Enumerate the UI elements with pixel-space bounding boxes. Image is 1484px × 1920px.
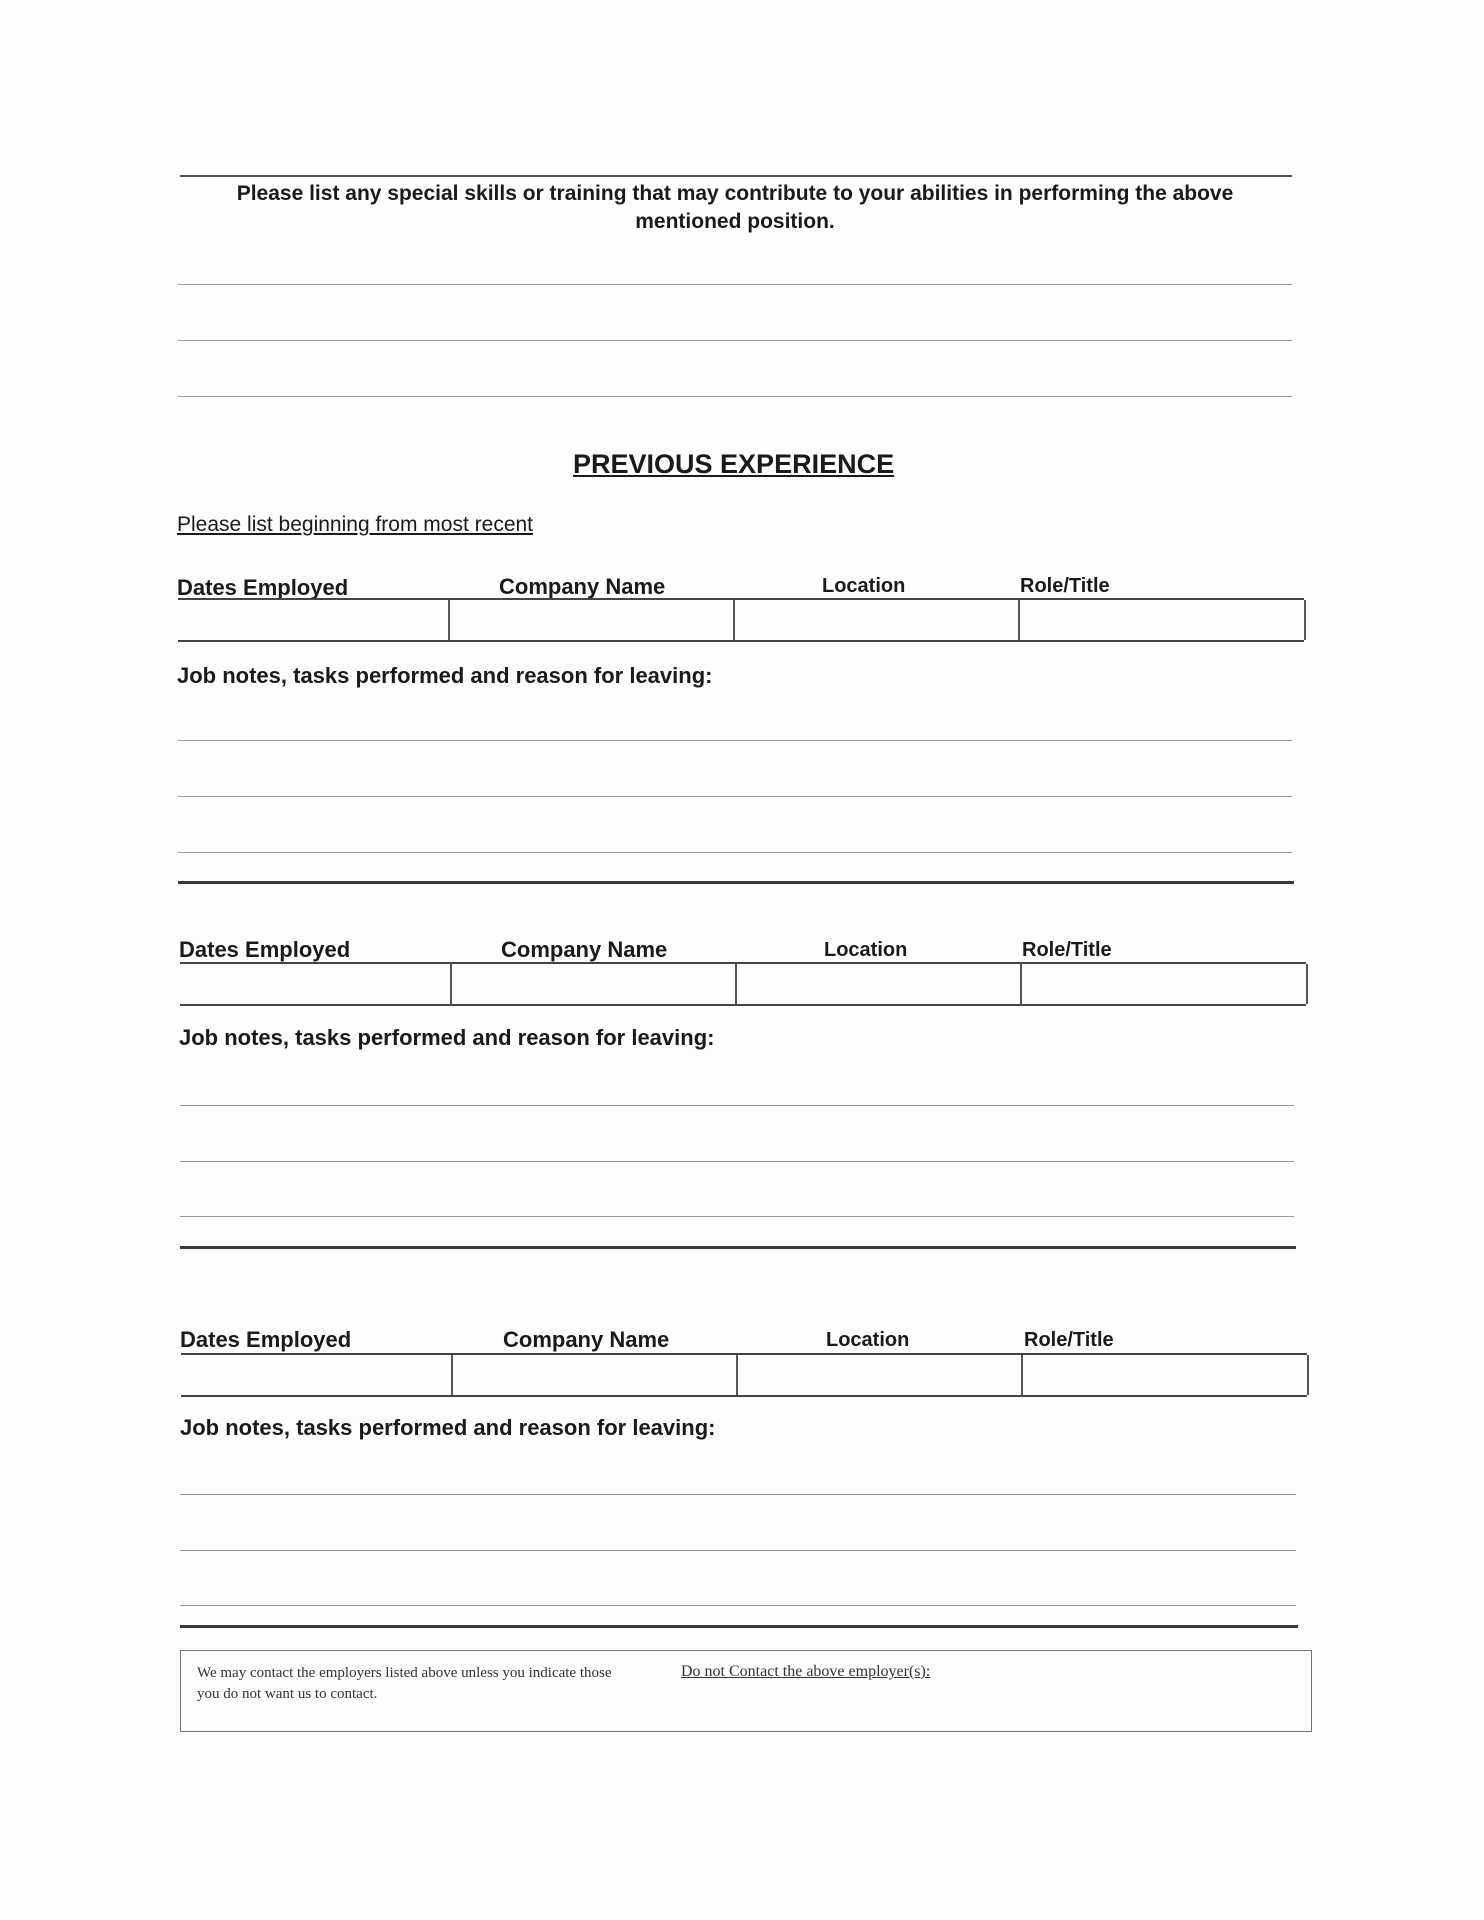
location-field[interactable] [736,1355,1023,1395]
job-notes-line[interactable] [178,740,1292,741]
job-notes-line[interactable] [180,1494,1296,1495]
company-name-field[interactable] [450,964,737,1004]
job-notes-line[interactable] [178,796,1292,797]
job-notes-line[interactable] [180,1605,1296,1606]
job-notes-label: Job notes, tasks performed and reason for leaving: [180,1415,716,1440]
dates-employed-label: Dates Employed [179,937,351,962]
job-notes-line[interactable] [180,1216,1294,1217]
skills-prompt [190,180,1280,236]
skills-answer-line[interactable] [178,340,1292,341]
location-field[interactable] [735,964,1022,1004]
dates-employed-field[interactable] [179,1355,449,1395]
employment-row [180,962,1306,1006]
role-title-label: Role/Title [1020,575,1110,597]
skills-prompt-line-1: Please list any special skills or training that may contribute to your abilities in performing the above [236,182,1234,205]
top-rule [180,175,1292,177]
contact-permission-box [180,1650,1312,1732]
entry-separator [180,1246,1296,1249]
location-field[interactable] [733,600,1020,640]
job-notes-label: Job notes, tasks performed and reason for leaving: [179,1025,715,1050]
employment-row [178,598,1304,642]
job-notes-line[interactable] [180,1550,1296,1551]
dates-employed-field[interactable] [176,600,446,640]
job-notes-line[interactable] [178,852,1292,853]
skills-answer-line[interactable] [178,284,1292,285]
role-title-label: Role/Title [1022,939,1112,961]
location-label: Location [826,1329,910,1351]
entry-separator [180,1625,1298,1628]
location-label: Location [824,939,908,961]
dates-employed-field[interactable] [178,964,448,1004]
dates-employed-label: Dates Employed [180,1327,352,1352]
role-title-label: Role/Title [1024,1329,1114,1351]
job-notes-line[interactable] [180,1161,1294,1162]
entry-separator [178,881,1294,884]
company-name-label: Company Name [503,1327,670,1352]
company-name-label: Company Name [501,937,668,962]
do-not-contact-label[interactable]: Do not Contact the above employer(s): [681,1663,931,1680]
company-name-field[interactable] [451,1355,738,1395]
role-title-field[interactable] [1020,964,1308,1004]
location-label: Location [822,575,906,597]
company-name-field[interactable] [448,600,735,640]
role-title-field[interactable] [1018,600,1306,640]
skills-prompt-line-2: mentioned position. [635,210,835,233]
employment-row [181,1353,1307,1397]
role-title-field[interactable] [1021,1355,1309,1395]
company-name-label: Company Name [499,574,666,599]
skills-answer-line[interactable] [178,396,1292,397]
section-title: PREVIOUS EXPERIENCE [573,449,895,479]
job-notes-line[interactable] [180,1105,1294,1106]
job-notes-label: Job notes, tasks performed and reason for leaving: [177,663,713,688]
section-subtitle: Please list beginning from most recent [177,513,534,536]
dates-employed-label: Dates Employed [177,575,349,600]
contact-note: We may contact the employers listed above unless you indicate those you do not want us to contact. [197,1665,612,1702]
